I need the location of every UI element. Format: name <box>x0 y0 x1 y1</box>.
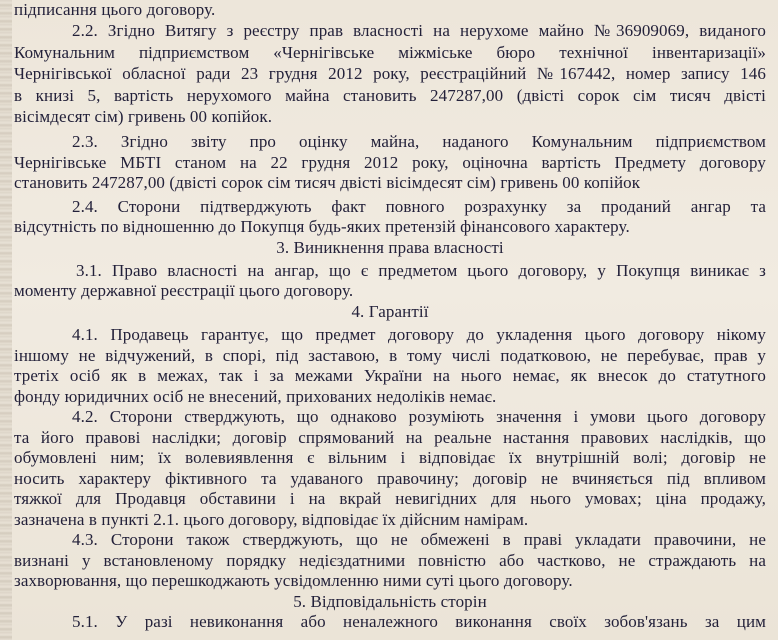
text-line: вісімдесят сім) гривень 00 копійок. <box>14 107 273 126</box>
section-heading: 4. Гарантії <box>351 302 429 321</box>
text-line: фонду юридичних осіб не внесений, прихованих недоліків немає. <box>14 387 497 406</box>
text-line: Чернігівське МБТІ станом на 22 грудня 2012 року, оціночна вартість Предмету договору <box>14 153 766 172</box>
text-line: тяжкої для Продавця обставини і на вкрай невигідних для нього умовах; ціна продажу, <box>14 489 766 508</box>
text-line: 4.1. Продавець гарантує, що предмет договору до укладення цього договору нікому <box>72 325 766 344</box>
binding-edge <box>0 0 12 640</box>
text-line: визнані у встановленому порядку недієздатними повністю або частково, не страждають на <box>14 551 766 570</box>
text-line: та його правові наслідки; договір спрямований на реальне настання правових наслідків, що <box>14 428 766 447</box>
text-line: третіх осіб як в межах, так і за межами України на нього немає, як внесок до статутного <box>14 366 766 385</box>
text-line: 2.3. Згідно звіту про оцінку майна, наданого Комунальним підприємством <box>72 132 766 151</box>
text-line: зазначена в пункті 2.1. цього договору, відповідає їх дійсним намірам. <box>14 510 529 529</box>
text-line: 2.2. Згідно Витягу з реєстру прав власності на нерухоме майно №36909069, виданого <box>72 21 766 40</box>
text-line: 3.1. Право власності на ангар, що є предметом цього договору, у Покупця виникає з <box>76 261 766 280</box>
text-line: Чернігівської обласної ради 23 грудня 2012 року, реєстраційний №167442, номер запису 146 <box>14 64 766 83</box>
text-line: 2.4. Сторони підтверджують факт повного розрахунку за проданий ангар та <box>72 197 766 216</box>
text-line: захворювання, що перешкоджають усвідомленню ними суті цього договору. <box>14 571 573 590</box>
text-line: підписання цього договору. <box>14 0 216 19</box>
text-line: в книзі 5, вартість нерухомого майна становить 247287,00 (двісті сорок сім тисяч двісті <box>14 86 766 105</box>
text-line: обумовлені ним; їх волевиявлення є вільним і відповідає їх внутрішній волі; договір не <box>14 448 766 467</box>
text-line: становить 247287,00 (двісті сорок сім тисяч двісті вісімдесят сім) гривень 00 копійок <box>14 173 641 192</box>
section-heading: 3. Виникнення права власності <box>276 238 504 257</box>
text-line: 5.1. У разі невиконання або неналежного виконання своїх зобов'язань за цим <box>72 612 766 631</box>
text-line: Комунальним підприємством «Чернігівське міжміське бюро технічної інвентаризації» <box>14 43 766 62</box>
text-line: носить характеру фіктивного та удаваного правочину; договір не вчиняється під впливом <box>14 469 766 488</box>
text-line: відсутність по відношенню до Покупця будь-яких претензій фінансового характеру. <box>14 217 630 236</box>
text-line: іншому не відчужений, в спорі, під заставою, в тому числі податковою, не перебуває, прав у <box>14 346 766 365</box>
text-line: моменту державної реєстрації цього договору. <box>14 281 354 300</box>
text-line: 4.2. Сторони стверджують, що однаково розуміють значення і умови цього договору <box>72 407 766 426</box>
text-line: 4.3. Сторони також стверджують, що не обмежені в праві укладати правочини, не <box>72 530 766 549</box>
section-heading: 5. Відповідальність сторін <box>293 592 487 611</box>
